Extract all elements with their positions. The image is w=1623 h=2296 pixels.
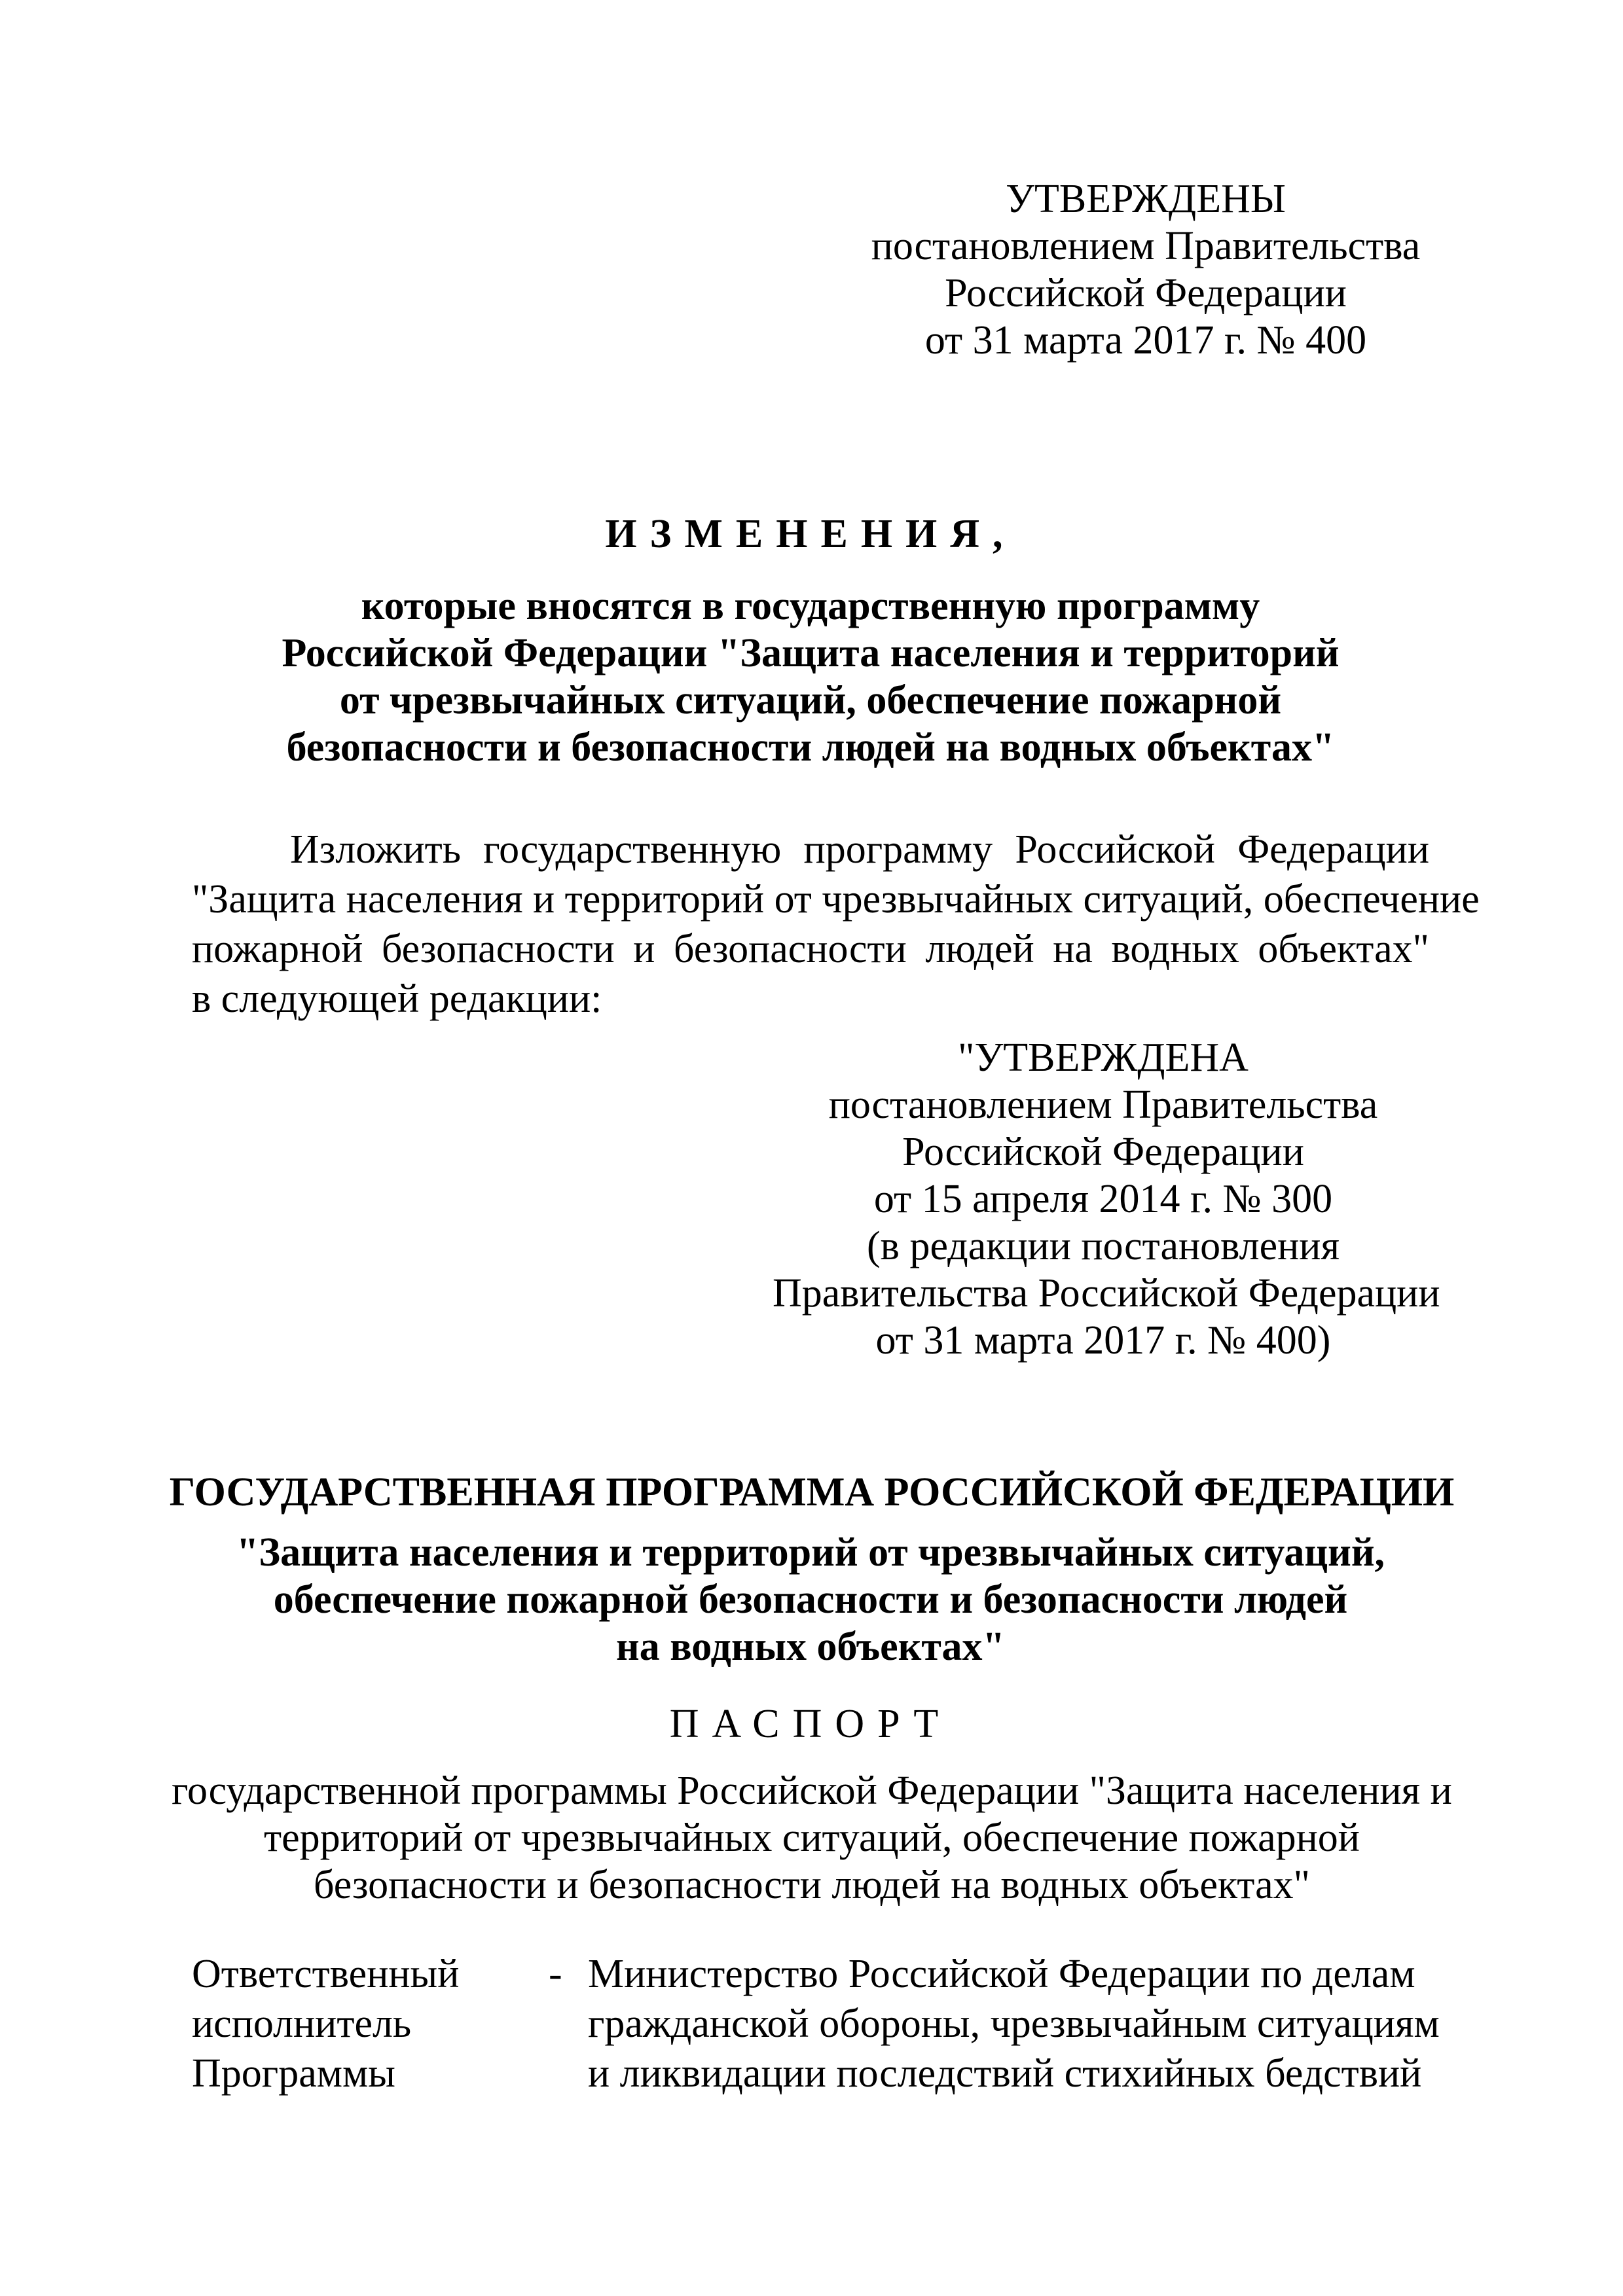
program-name-block <box>192 1529 1429 1670</box>
changes-subtitle-line: от чрезвычайных ситуаций, обеспечение пожарной <box>339 678 1282 723</box>
passport-value-line: Министерство Российской Федерации по делам <box>588 1952 1415 1996</box>
approval-line: Российской Федерации <box>945 271 1347 315</box>
passport-title-block <box>192 1700 1429 1748</box>
paragraph-line: Изложить государственную программу Российской Федерации <box>290 827 1429 872</box>
program-title-block <box>157 1469 1467 1516</box>
approval-heading: "УТВЕРЖДЕНА <box>958 1035 1249 1080</box>
passport-subtitle-line: территорий от чрезвычайных ситуаций, обеспечение пожарной <box>264 1816 1360 1860</box>
program-title: ГОСУДАРСТВЕННАЯ ПРОГРАММА РОССИЙСКОЙ ФЕДЕРАЦИИ <box>169 1470 1455 1515</box>
passport-label-line: Ответственный <box>192 1952 460 1996</box>
approval-line: от 31 марта 2017 г. № 400 <box>924 318 1367 363</box>
program-name-line: обеспечение пожарной безопасности и безопасности людей <box>273 1577 1348 1622</box>
approval-heading: УТВЕРЖДЕНЫ <box>1006 177 1286 221</box>
changes-subtitle-line: которые вносятся в государственную программу <box>361 584 1260 628</box>
paragraph-line: в следующей редакции: <box>192 977 602 1021</box>
passport-value-line: гражданской обороны, чрезвычайным ситуациям <box>588 2001 1440 2046</box>
changes-block <box>192 511 1429 558</box>
approval-line: Правительства Российской Федерации <box>773 1271 1440 1316</box>
program-name-line: на водных объектах" <box>616 1624 1005 1669</box>
approval-line: от 15 апреля 2014 г. № 300 <box>873 1177 1333 1221</box>
passport-subtitle-block <box>157 1767 1467 1909</box>
approval-line: Российской Федерации <box>902 1130 1304 1174</box>
passport-title: ПАСПОРТ <box>669 1702 952 1746</box>
approval-line: от 31 марта 2017 г. № 400) <box>875 1318 1331 1363</box>
passport-subtitle-line: безопасности и безопасности людей на водных объектах" <box>314 1863 1310 1907</box>
passport-value-line: и ликвидации последствий стихийных бедствий <box>588 2051 1422 2096</box>
approval-line: постановлением Правительства <box>871 224 1421 268</box>
approval-line: постановлением Правительства <box>828 1083 1378 1127</box>
passport-label-line: Программы <box>192 2051 395 2096</box>
approval-line: (в редакции постановления <box>867 1224 1340 1268</box>
changes-subtitle-line: безопасности и безопасности людей на водных объектах" <box>286 725 1335 770</box>
changes-title: ИЗМЕНЕНИЯ, <box>605 512 1016 556</box>
changes-subtitle-line: Российской Федерации "Защита населения и территорий <box>282 631 1340 675</box>
passport-subtitle-line: государственной программы Российской Федерации "Защита населения и <box>172 1768 1452 1813</box>
paragraph-line: "Защита населения и территорий от чрезвычайных ситуаций, обеспечение <box>192 877 1480 922</box>
approval-block-program <box>773 1034 1440 1364</box>
approval-block-top <box>871 175 1421 364</box>
passport-label-line: исполнитель <box>192 2001 412 2046</box>
program-name-line: "Защита населения и территорий от чрезвычайных ситуаций, <box>236 1530 1385 1575</box>
paragraph-line: пожарной безопасности и безопасности людей на водных объектах" <box>192 927 1429 971</box>
passport-dash: - <box>549 1952 562 1996</box>
changes-subtitle <box>192 583 1429 771</box>
